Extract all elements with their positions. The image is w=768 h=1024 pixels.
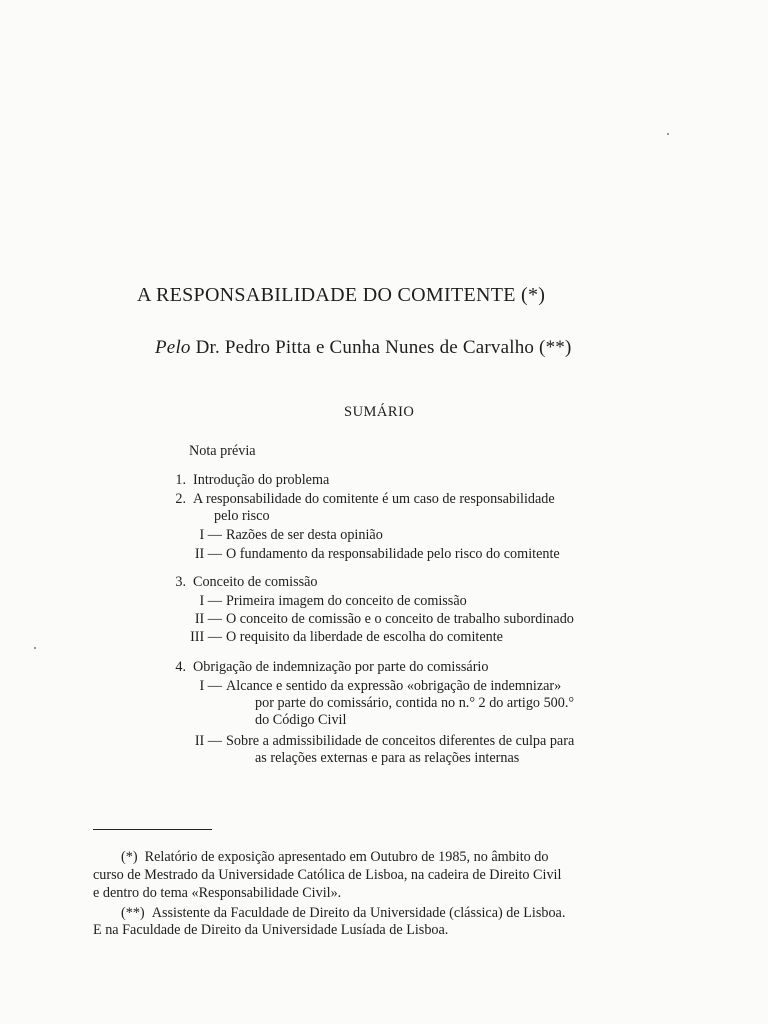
toc-subitem-text: as relações externas e para as relações internas [255, 750, 520, 766]
summary-heading: SUMÁRIO [344, 404, 415, 420]
footnote-separator [93, 829, 212, 830]
toc-subitem-text: O requisito da liberdade de escolha do comitente [226, 629, 503, 645]
toc-subitem-text: Primeira imagem do conceito de comissão [226, 593, 467, 609]
toc-item [168, 491, 555, 508]
toc-subitem-number: II — [194, 546, 222, 562]
toc-subitem-number: II — [194, 733, 222, 749]
toc-subitem-text: Sobre a admissibilidade de conceitos diferentes de culpa para [226, 733, 575, 749]
toc-item [168, 659, 488, 676]
toc-subitem [182, 527, 383, 544]
toc-subitem [182, 593, 467, 610]
toc-subitem-number: I — [199, 678, 222, 694]
toc-subitem-text: O conceito de comissão e o conceito de trabalho subordinado [226, 611, 574, 627]
footnote-text: e dentro do tema «Responsabilidade Civil». [93, 885, 342, 901]
toc-item [168, 472, 329, 489]
toc-item-text: Obrigação de indemnização por parte do comissário [193, 659, 489, 675]
toc-item-text: A responsabilidade do comitente é um caso de responsabilidade [193, 491, 555, 507]
toc-subitem [182, 611, 574, 628]
footnote-mark: (**) [121, 905, 145, 921]
toc-preface: Nota prévia [189, 443, 256, 459]
toc-subitem-text: O fundamento da responsabilidade pelo risco do comitente [226, 546, 560, 562]
toc-item-number: 1. [175, 472, 186, 488]
toc-subitem [182, 546, 560, 563]
footnote [121, 848, 549, 866]
toc-subitem-text: do Código Civil [255, 712, 347, 728]
toc-item-number: 2. [175, 491, 186, 507]
toc-item-number: 4. [175, 659, 186, 675]
toc-item-text: pelo risco [214, 508, 270, 524]
toc-subitem-number: II — [194, 611, 222, 627]
toc-item-number: 3. [175, 574, 186, 590]
toc-item-text: Conceito de comissão [193, 574, 318, 590]
toc-subitem [182, 733, 574, 750]
toc-item [168, 574, 318, 591]
toc-subitem [182, 678, 561, 695]
toc-subitem-text: Alcance e sentido da expressão «obrigação de indemnizar» [226, 678, 562, 694]
author-name: Dr. Pedro Pitta e Cunha Nunes de Carvalho (**) [195, 337, 572, 358]
footnote-text: E na Faculdade de Direito da Universidade Lusíada de Lisboa. [93, 922, 449, 938]
toc-subitem-number: I — [199, 593, 222, 609]
footnote-text: Relatório de exposição apresentado em Outubro de 1985, no âmbito do [144, 849, 549, 865]
author-line [155, 337, 572, 359]
toc-subitem-number: I — [199, 527, 222, 543]
footnote-text: curso de Mestrado da Universidade Católica de Lisboa, na cadeira de Direito Civil [93, 867, 562, 883]
author-prefix: Pelo [155, 337, 191, 358]
scan-speck [667, 133, 669, 135]
scan-speck [34, 647, 36, 649]
footnote-mark: (*) [121, 849, 138, 865]
toc-subitem-text: Razões de ser desta opinião [226, 527, 383, 543]
toc-subitem [182, 629, 503, 646]
footnote-text: Assistente da Faculdade de Direito da Universidade (clássica) de Lisboa. [151, 905, 566, 921]
toc-item-text: Introdução do problema [193, 472, 330, 488]
footnote [121, 904, 565, 922]
page-title: A RESPONSABILIDADE DO COMITENTE (*) [137, 284, 546, 306]
toc-subitem-number: III — [190, 629, 222, 645]
toc-subitem-text: por parte do comissário, contida no n.° 2 do artigo 500.° [255, 695, 575, 711]
